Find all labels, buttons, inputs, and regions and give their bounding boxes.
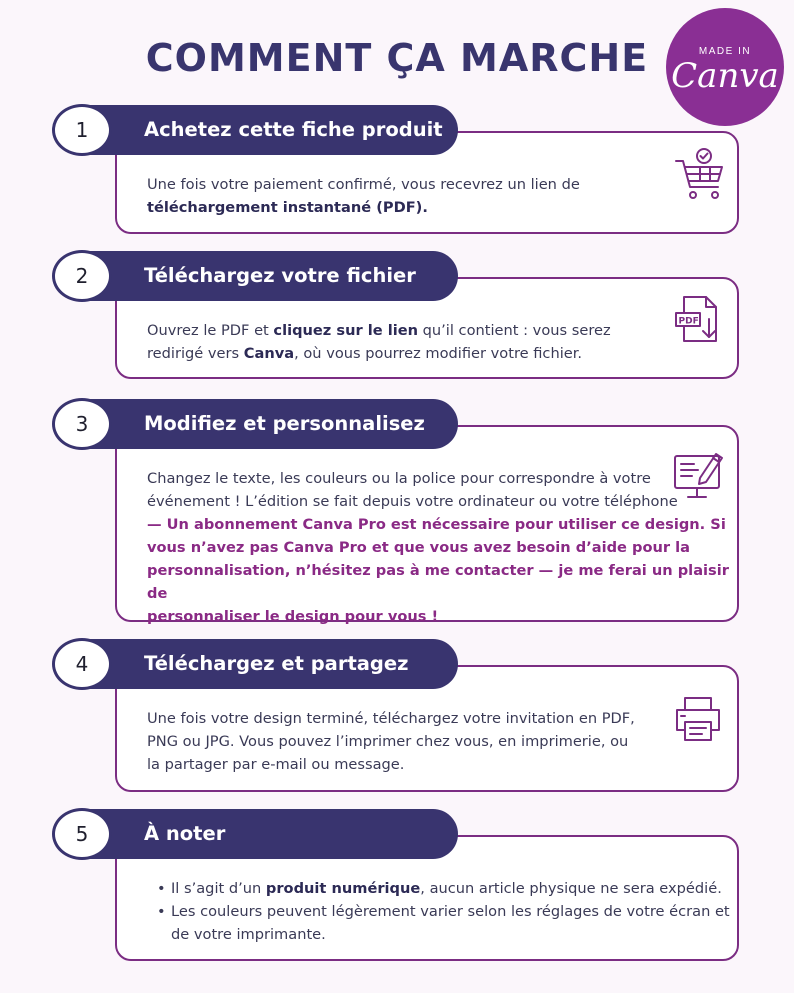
step-3-text	[147, 467, 737, 628]
step-3-highlight: — Un abonnement Canva Pro est nécessaire pour utiliser ce design. Si	[147, 516, 726, 533]
note-text: Il s’agit d’un	[171, 880, 266, 897]
step-2-text-part: , où vous pourrez modifier votre fichier.	[294, 345, 583, 362]
step-2-line-1	[147, 319, 611, 342]
step-2-link-phrase: cliquez sur le lien	[273, 322, 419, 339]
note-text: , aucun article physique ne sera expédié.	[420, 880, 722, 897]
step-5-text	[157, 877, 730, 946]
note-text: de votre imprimante.	[171, 926, 326, 943]
step-2-line-2	[147, 342, 611, 365]
step-4-line: Une fois votre design terminé, téléchargez votre invitation en PDF,	[147, 710, 635, 727]
step-1-bold: téléchargement instantané (PDF).	[147, 199, 428, 216]
step-5-number: 5	[52, 808, 112, 860]
notes-list	[157, 877, 730, 946]
step-3-line: événement ! L’édition se fait depuis votre ordinateur ou votre téléphone	[147, 493, 678, 510]
svg-text:PDF: PDF	[678, 316, 699, 327]
step-3-line: Changez le texte, les couleurs ou la police pour correspondre à votre	[147, 470, 651, 487]
step-2-number: 2	[52, 250, 112, 302]
pdf-download-icon	[670, 293, 726, 349]
step-1-heading: Achetez cette fiche produit	[82, 105, 458, 155]
step-4-line: PNG ou JPG. Vous pouvez l’imprimer chez vous, en imprimerie, ou	[147, 733, 629, 750]
step-2-text-part: qu’il contient : vous serez	[418, 322, 611, 339]
step-3-highlight: personnalisation, n’hésitez pas à me contacter — je me ferai un plaisir de	[147, 562, 729, 602]
step-2-heading: Téléchargez votre fichier	[82, 251, 458, 301]
monitor-edit-icon	[670, 448, 726, 504]
printer-icon	[670, 692, 726, 748]
step-3-highlight: personnaliser le design pour vous !	[147, 608, 439, 625]
step-4-line: la partager par e-mail ou message.	[147, 756, 405, 773]
page-title: COMMENT ÇA MARCHE	[145, 36, 649, 80]
cart-check-icon	[670, 147, 726, 203]
step-3-number: 3	[52, 398, 112, 450]
badge-made-in: MADE IN	[698, 46, 752, 57]
step-2-canva: Canva	[243, 345, 295, 362]
step-4-text	[147, 707, 635, 776]
note-highlight: produit numérique	[265, 880, 421, 897]
badge-brand: Canva	[671, 56, 779, 96]
step-5-heading: À noter	[82, 809, 458, 859]
step-3-heading: Modifiez et personnalisez	[82, 399, 458, 449]
step-4-number: 4	[52, 638, 112, 690]
step-4-heading: Téléchargez et partagez	[82, 639, 458, 689]
note-item	[157, 877, 730, 900]
step-2-text	[147, 319, 611, 365]
note-text: • Les couleurs peuvent légèrement varier selon les réglages de votre écran et	[171, 903, 730, 920]
step-3-highlight: vous n’avez pas Canva Pro et que vous avez besoin d’aide pour la	[147, 539, 690, 556]
step-1-line: Une fois votre paiement confirmé, vous recevrez un lien de	[147, 176, 580, 193]
step-card-3	[115, 425, 739, 625]
made-in-canva-badge	[666, 8, 784, 126]
note-item	[157, 900, 730, 946]
step-2-text-part: Ouvrez le PDF et	[147, 322, 274, 339]
step-1-number: 1	[52, 104, 112, 156]
step-2-text-part: redirigé vers	[147, 345, 244, 362]
step-1-text	[147, 173, 580, 219]
